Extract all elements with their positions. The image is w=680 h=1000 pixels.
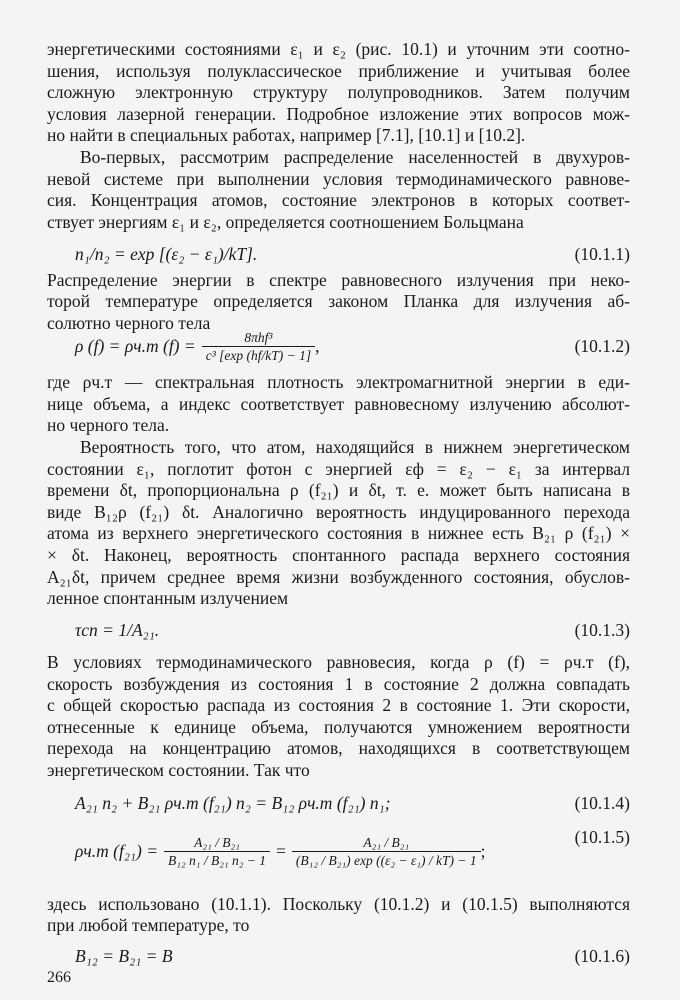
fraction-denominator: (B₁₂ / B₂₁) exp ((ε₂ − ε₁) / kT) − 1 — [295, 852, 477, 868]
text-line: ленное спонтанным излучением — [47, 588, 289, 608]
text-line: нице объема, а индекс соответствует равновесному излучению абсолют- — [47, 394, 630, 414]
text-line: отнесенные к единице объема, получаются умножением вероятности — [47, 717, 630, 737]
text-line: ствует энергиям ε₁ и ε₂, определяется соотношением Больцмана — [47, 212, 524, 232]
text-line: Во-первых, рассмотрим распределение населенностей в двухуров- — [80, 147, 630, 167]
fraction — [202, 329, 315, 364]
text-line: но черного тела. — [47, 415, 170, 435]
text-line: где ρч.т — спектральная плотность электромагнитной энергии в еди- — [47, 372, 630, 392]
text-line: атома из верхнего энергетического состояния в нижнее есть B₂₁ ρ (f₂₁) × — [47, 523, 630, 543]
equation-expression: τсп = 1/A₂₁. — [75, 620, 160, 640]
fraction — [164, 834, 270, 869]
equation-10-1-6 — [75, 945, 630, 967]
text-line: A₂₁δt, причем среднее время жизни возбужденного состояния, обуслов- — [47, 567, 630, 587]
text-line: Вероятность того, что атом, находящийся в нижнем энергетическом — [80, 437, 630, 457]
equals-sign: = — [276, 841, 286, 861]
equation-expression: n₁/n₂ = exp [(ε₂ − ε₁)/kT]. — [75, 244, 258, 264]
page-number: 266 — [47, 969, 71, 986]
fraction — [292, 834, 481, 869]
equation-lhs: ρ (f) = ρч.т (f) = — [75, 336, 196, 356]
equation-tail: , — [315, 336, 320, 356]
equation-10-1-1 — [75, 243, 630, 265]
equation-10-1-2 — [75, 318, 630, 374]
text-line: Распределение энергии в спектре равновесного излучения при неко- — [47, 270, 630, 290]
fraction-numerator: A₂₁ / B₂₁ — [292, 834, 481, 852]
text-line: энергетическом состоянии. Так что — [47, 760, 310, 780]
equation-10-1-4 — [75, 792, 630, 814]
fraction-numerator: A₂₁ / B₂₁ — [164, 834, 270, 852]
equation-tail: ; — [480, 841, 486, 861]
text-line: условия лазерной генерации. Подробное изложение этих вопросов мож- — [47, 104, 630, 124]
fraction-numerator: 8πhf³ — [202, 329, 315, 347]
equation-10-1-5 — [75, 818, 630, 884]
equation-expression: B₁₂ = B₂₁ = B — [75, 946, 173, 966]
fraction-denominator: c³ [exp (hf/kT) − 1] — [205, 347, 312, 363]
equation-number: (10.1.6) — [574, 946, 630, 966]
text-line: времени δt, пропорциональна ρ (f₂₁) и δt, т. е. может быть написана в — [47, 480, 630, 500]
text-line: В условиях термодинамического равновесия, когда ρ (f) = ρч.т (f), — [47, 652, 630, 672]
equation-number: (10.1.1) — [574, 244, 630, 264]
text-line: солютно черного тела — [47, 313, 211, 333]
text-line: здесь использовано (10.1.1). Поскольку (10.1.2) и (10.1.5) выполняются — [47, 894, 630, 914]
equation-number: (10.1.3) — [574, 620, 630, 640]
text-line: виде B₁₂ρ (f₂₁) δt. Аналогично вероятность индуцированного перехода — [47, 502, 630, 522]
text-line: с общей скоростью распада из состояния 2 в состояние 1. Эти скорости, — [47, 695, 630, 715]
text-line: × δt. Наконец, вероятность спонтанного распада верхнего состояния — [47, 545, 630, 565]
text-line: состоянии ε₁, поглотит фотон с энергией εф = ε₂ − ε₁ за интервал — [47, 459, 630, 479]
text-line: сия. Концентрация атомов, состояние электронов в которых соответ- — [47, 190, 630, 210]
equation-10-1-3 — [75, 619, 630, 641]
text-line: торой температуре определяется законом Планка для излучения аб- — [47, 291, 630, 311]
equation-number: (10.1.2) — [574, 336, 630, 356]
equation-lhs: ρч.т (f₂₁) = — [75, 841, 159, 861]
text-line: сложную электронную структуру полупроводников. Затем получим — [47, 82, 630, 102]
text-line: невой системе при выполнении условия термодинамического равнове- — [47, 169, 630, 189]
fraction-denominator: B₁₂ n₁ / B₂₁ n₂ − 1 — [168, 852, 267, 868]
text-line: но найти в специальных работах, например [7.1], [10.1] и [10.2]. — [47, 125, 526, 145]
text-line: шения, используя полуклассическое приближение и учитывая более — [47, 61, 630, 81]
text-line: скорость возбуждения из состояния 1 в состояние 2 должна совпадать — [47, 674, 630, 694]
equation-number: (10.1.5) — [574, 827, 630, 847]
equation-expression: A₂₁ n₂ + B₂₁ ρч.т (f₂₁) n₂ = B₁₂ ρч.т (f₂₁) n₁; — [75, 793, 391, 813]
equation-number: (10.1.4) — [574, 793, 630, 813]
text-line: перехода на концентрацию атомов, находящихся в соответствующем — [47, 738, 630, 758]
text-line: при любой температуре, то — [47, 915, 250, 935]
text-line: энергетическими состояниями ε₁ и ε₂ (рис. 10.1) и уточним эти соотно- — [47, 39, 630, 59]
